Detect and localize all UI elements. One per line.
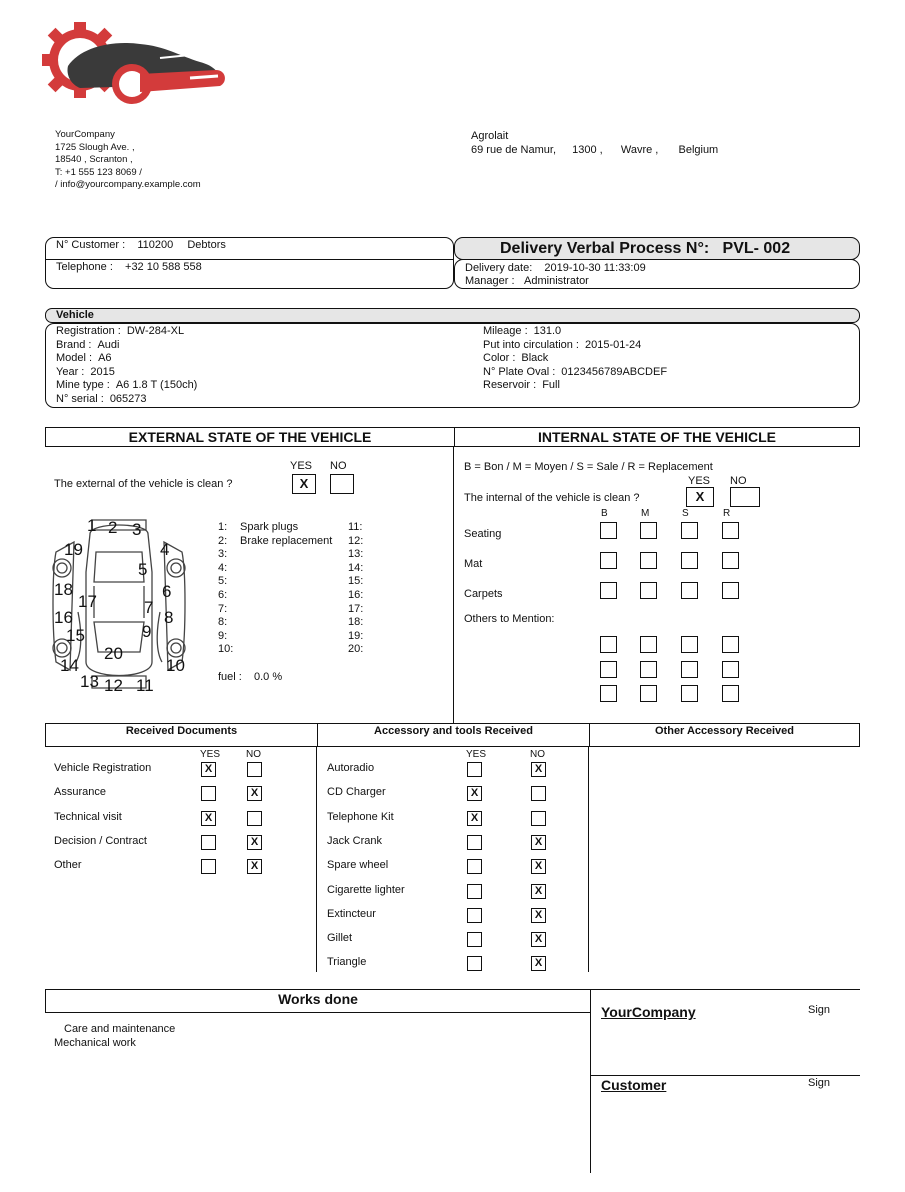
external-item-number: 18: bbox=[348, 616, 364, 629]
internal-row-label: Carpets bbox=[464, 588, 503, 600]
car-zone-number: 20 bbox=[104, 644, 123, 663]
internal-legend: B = Bon / M = Moyen / S = Sale / R = Replacement bbox=[464, 461, 713, 473]
document-no-checkbox[interactable] bbox=[247, 762, 262, 777]
company-address bbox=[55, 129, 201, 192]
internal-condition-checkbox[interactable] bbox=[722, 552, 739, 569]
accessory-no-checkbox[interactable] bbox=[531, 786, 546, 801]
internal-condition-checkbox[interactable] bbox=[600, 522, 617, 539]
accessory-label: Cigarette lighter bbox=[327, 883, 405, 896]
company-sign-label: YourCompany bbox=[601, 1004, 696, 1020]
other-condition-checkbox[interactable] bbox=[640, 661, 657, 678]
external-item: 4: bbox=[218, 561, 228, 574]
external-item: 10: bbox=[218, 643, 234, 656]
other-condition-checkbox[interactable] bbox=[722, 685, 739, 702]
external-clean-question: The external of the vehicle is clean ? bbox=[54, 478, 233, 490]
external-title: EXTERNAL STATE OF THE VEHICLE bbox=[128, 429, 372, 445]
company-email: / info@yourcompany.example.com bbox=[55, 179, 201, 190]
other-condition-checkbox[interactable] bbox=[600, 636, 617, 653]
accessory-yes-checkbox[interactable] bbox=[467, 956, 482, 971]
internal-condition-checkbox[interactable] bbox=[640, 552, 657, 569]
client-address: Agrolait 69 rue de Namur, 1300 , Wavre , Belgium bbox=[471, 130, 719, 156]
accessory-label: CD Charger bbox=[327, 786, 386, 799]
document-no-checkbox[interactable] bbox=[247, 811, 262, 826]
internal-yes-label: YES bbox=[688, 475, 711, 487]
other-accessory-title: Other Accessory Received bbox=[655, 725, 794, 737]
client-street: 69 rue de Namur bbox=[471, 144, 553, 156]
vehicle-field-value: 0123456789ABCDEF bbox=[561, 365, 668, 378]
internal-no-label: NO bbox=[730, 475, 747, 487]
internal-condition-checkbox[interactable] bbox=[600, 552, 617, 569]
car-zone-number: 1 bbox=[87, 516, 97, 535]
vehicle-field-value: 2015-01-24 bbox=[585, 338, 642, 351]
other-condition-checkbox[interactable] bbox=[600, 661, 617, 678]
company-name: YourCompany bbox=[55, 129, 115, 140]
accessory-label: Spare wheel bbox=[327, 859, 389, 872]
customer-sign-label: Customer bbox=[601, 1077, 667, 1093]
client-name: Agrolait bbox=[471, 130, 509, 142]
fuel-row: fuel : 0.0 % bbox=[218, 671, 283, 683]
vehicle-field-value: Black bbox=[521, 352, 549, 365]
other-condition-checkbox[interactable] bbox=[681, 661, 698, 678]
external-yes-label: YES bbox=[290, 460, 313, 472]
accessories-title: Accessory and tools Received bbox=[374, 725, 533, 737]
document-label: Other bbox=[54, 859, 82, 872]
company-address-line1: 1725 Slough Ave. , bbox=[55, 141, 135, 153]
vehicle-field: Color : Black bbox=[483, 352, 549, 365]
other-condition-checkbox[interactable] bbox=[722, 636, 739, 653]
accessory-yes-checkbox[interactable] bbox=[467, 835, 482, 850]
accessory-yes-checkbox[interactable] bbox=[467, 908, 482, 923]
other-condition-checkbox[interactable] bbox=[681, 636, 698, 653]
customer-number: 110200 bbox=[137, 239, 174, 251]
company-phone: T: +1 555 123 8069 / bbox=[55, 166, 142, 178]
accessory-no-checkbox[interactable]: X bbox=[531, 908, 546, 923]
vehicle-title-bar bbox=[45, 308, 860, 323]
car-zone-number: 4 bbox=[160, 540, 170, 559]
client-city: Wavre bbox=[620, 144, 653, 156]
internal-row-label: Seating bbox=[464, 528, 502, 540]
external-item-number: 15: bbox=[348, 575, 364, 588]
delivery-date-row: Delivery date: 2019-10-30 11:33:09 bbox=[465, 262, 646, 274]
vehicle-field: Brand : Audi bbox=[56, 338, 120, 351]
car-zone-number: 12 bbox=[104, 676, 123, 695]
external-item: 7: bbox=[218, 602, 228, 615]
accessory-yes-checkbox[interactable]: X bbox=[467, 786, 482, 801]
car-zone-number: 17 bbox=[78, 592, 97, 611]
internal-clean-question: The internal of the vehicle is clean ? bbox=[464, 492, 640, 504]
document-label: Assurance bbox=[54, 786, 106, 799]
document-yes-checkbox[interactable]: X bbox=[201, 762, 216, 777]
external-clean-no-checkbox[interactable] bbox=[330, 474, 354, 494]
car-zone-number: 16 bbox=[54, 608, 73, 627]
document-label: Decision / Contract bbox=[54, 834, 147, 847]
other-condition-checkbox[interactable] bbox=[640, 685, 657, 702]
accessory-yes-checkbox[interactable] bbox=[467, 762, 482, 777]
vehicle-field: Mileage : 131.0 bbox=[483, 325, 562, 337]
vehicle-field-value: Audi bbox=[97, 338, 120, 351]
external-item-number: 19: bbox=[348, 629, 364, 642]
car-zone-number: 14 bbox=[60, 656, 79, 675]
client-country: Belgium bbox=[678, 144, 719, 156]
vehicle-field-value: DW-284-XL bbox=[126, 325, 185, 337]
vehicle-field: Put into circulation : 2015-01-24 bbox=[483, 338, 642, 351]
accessory-label: Gillet bbox=[327, 932, 353, 945]
accessory-no-checkbox[interactable]: X bbox=[531, 956, 546, 971]
accessory-no-checkbox[interactable]: X bbox=[531, 932, 546, 947]
external-item-number: 14: bbox=[348, 561, 364, 574]
other-condition-checkbox[interactable] bbox=[722, 661, 739, 678]
vehicle-field: Mine type : A6 1.8 T (150ch) bbox=[56, 379, 198, 392]
accessory-no-checkbox[interactable]: X bbox=[531, 762, 546, 777]
vehicle-field-value: 2015 bbox=[90, 365, 115, 378]
documents-yes-label: YES bbox=[200, 749, 221, 760]
client-zip: 1300 bbox=[572, 144, 597, 156]
internal-condition-checkbox[interactable] bbox=[722, 522, 739, 539]
vehicle-field: Registration : DW-284-XL bbox=[56, 325, 185, 337]
vehicle-field-value: 131.0 bbox=[533, 325, 562, 337]
document-yes-checkbox[interactable]: X bbox=[201, 811, 216, 826]
manager-row: Manager : Administrator bbox=[465, 275, 589, 287]
external-item-number: 20: bbox=[348, 643, 364, 656]
external-item-text: Spark plugs bbox=[240, 521, 299, 533]
other-condition-checkbox[interactable] bbox=[681, 685, 698, 702]
internal-condition-checkbox[interactable] bbox=[640, 582, 657, 599]
accessory-no-checkbox[interactable] bbox=[531, 811, 546, 826]
external-item-number: 11: bbox=[348, 521, 363, 533]
external-item: 6: bbox=[218, 588, 228, 601]
vehicle-field-value: A6 bbox=[98, 352, 112, 365]
signature-divider bbox=[590, 989, 591, 1173]
accessory-no-checkbox[interactable]: X bbox=[531, 835, 546, 850]
internal-condition-checkbox[interactable] bbox=[681, 522, 698, 539]
accessories-no-label: NO bbox=[530, 749, 545, 760]
car-zone-number: 2 bbox=[108, 518, 118, 537]
document-no-checkbox[interactable]: X bbox=[247, 786, 262, 801]
works-line-1: Care and maintenance bbox=[64, 1023, 176, 1035]
vehicle-title: Vehicle bbox=[56, 309, 94, 321]
vehicle-field-value: A6 1.8 T (150ch) bbox=[115, 379, 198, 392]
other-condition-checkbox[interactable] bbox=[600, 685, 617, 702]
external-no-label: NO bbox=[330, 460, 347, 472]
external-items-left bbox=[218, 521, 332, 657]
document-yes-checkbox[interactable] bbox=[201, 859, 216, 874]
others-to-mention-label: Others to Mention: bbox=[464, 613, 555, 625]
external-item: 5: bbox=[218, 575, 228, 588]
internal-condition-checkbox[interactable] bbox=[640, 522, 657, 539]
accessory-label: Telephone Kit bbox=[327, 810, 394, 823]
document-label: Technical visit bbox=[54, 810, 122, 823]
car-zone-number: 3 bbox=[132, 520, 142, 539]
internal-condition-checkbox[interactable] bbox=[600, 582, 617, 599]
accessory-yes-checkbox[interactable] bbox=[467, 932, 482, 947]
documents-title: Received Documents bbox=[125, 725, 238, 737]
company-logo bbox=[40, 18, 230, 110]
accessory-no-checkbox[interactable]: X bbox=[531, 884, 546, 899]
car-zone-number: 10 bbox=[166, 656, 185, 675]
internal-column-label: M bbox=[641, 508, 650, 519]
documents-no-label: NO bbox=[246, 749, 261, 760]
works-title: Works done bbox=[278, 991, 358, 1007]
accessory-label: Triangle bbox=[327, 956, 367, 969]
car-zone-number: 7 bbox=[144, 598, 154, 617]
accessory-label: Jack Crank bbox=[327, 834, 383, 847]
external-clean-yes-checkbox[interactable]: X bbox=[292, 474, 316, 494]
car-zone-number: 9 bbox=[142, 622, 152, 641]
other-condition-checkbox[interactable] bbox=[640, 636, 657, 653]
internal-clean-no-checkbox[interactable] bbox=[730, 487, 760, 507]
process-title: Delivery Verbal Process N°: PVL- 002 bbox=[500, 240, 791, 257]
external-item-number: 12: bbox=[348, 534, 364, 547]
internal-condition-checkbox[interactable] bbox=[722, 582, 739, 599]
company-address-line2: 18540 , Scranton , bbox=[55, 154, 133, 165]
document-no-checkbox[interactable]: X bbox=[247, 835, 262, 850]
external-item-text: Brake replacement bbox=[240, 534, 333, 547]
customer-sign-field[interactable]: Sign bbox=[808, 1077, 831, 1089]
car-zone-number: 8 bbox=[164, 608, 174, 627]
customer-number-row: N° Customer : 110200 Debtors bbox=[56, 239, 226, 251]
external-item-number: 16: bbox=[348, 588, 364, 601]
accessories-yes-label: YES bbox=[466, 749, 487, 760]
vehicle-field: Reservoir : Full bbox=[483, 379, 560, 392]
vehicle-field: N° serial : 065273 bbox=[56, 392, 147, 405]
customer-type: Debtors bbox=[187, 239, 226, 251]
external-item: 8: bbox=[218, 616, 228, 629]
external-item: 3: bbox=[218, 548, 228, 561]
accessory-no-checkbox[interactable]: X bbox=[531, 859, 546, 874]
external-item-number: 13: bbox=[348, 548, 364, 561]
vehicle-field-value: 065273 bbox=[109, 392, 147, 405]
car-zone-number: 6 bbox=[162, 582, 172, 601]
accessory-yes-checkbox[interactable] bbox=[467, 859, 482, 874]
vehicle-field: N° Plate Oval : 0123456789ABCDEF bbox=[483, 365, 668, 378]
works-line-2: Mechanical work bbox=[54, 1037, 136, 1049]
document-label: Vehicle Registration bbox=[54, 762, 152, 774]
car-zone-number: 19 bbox=[64, 540, 83, 559]
delivery-date: 2019-10-30 11:33:09 bbox=[544, 262, 646, 274]
car-zone-number: 11 bbox=[136, 676, 154, 695]
telephone-row: Telephone : +32 10 588 558 bbox=[56, 261, 202, 273]
internal-condition-checkbox[interactable] bbox=[681, 552, 698, 569]
car-zone-number: 13 bbox=[80, 672, 99, 691]
accessory-yes-checkbox[interactable]: X bbox=[467, 811, 482, 826]
document-no-checkbox[interactable]: X bbox=[247, 859, 262, 874]
vehicle-field-value: Full bbox=[542, 379, 560, 392]
manager-name: Administrator bbox=[524, 275, 589, 287]
car-zone-number: 15 bbox=[66, 626, 85, 645]
internal-condition-checkbox[interactable] bbox=[681, 582, 698, 599]
internal-title: INTERNAL STATE OF THE VEHICLE bbox=[537, 429, 776, 445]
accessory-label: Autoradio bbox=[327, 762, 375, 774]
internal-clean-yes-checkbox[interactable]: X bbox=[686, 487, 714, 507]
telephone-value: +32 10 588 558 bbox=[125, 261, 202, 273]
vehicle-left-column bbox=[56, 325, 197, 407]
document-yes-checkbox[interactable] bbox=[201, 835, 216, 850]
vehicle-field: Year : 2015 bbox=[56, 365, 115, 378]
vehicle-right-column bbox=[483, 325, 667, 393]
car-zone-number: 5 bbox=[138, 560, 148, 579]
internal-row-label: Mat bbox=[464, 558, 483, 570]
external-item-number: 17: bbox=[348, 602, 364, 615]
external-item: 2: Brake replacement bbox=[218, 534, 333, 547]
vehicle-field: Model : A6 bbox=[56, 352, 112, 365]
accessory-label: Extincteur bbox=[327, 907, 376, 920]
internal-column-label: S bbox=[682, 508, 689, 519]
company-sign-field[interactable]: Sign bbox=[808, 1004, 831, 1016]
document-yes-checkbox[interactable] bbox=[201, 786, 216, 801]
external-item: 9: bbox=[218, 629, 228, 642]
external-items-right bbox=[348, 521, 363, 657]
car-zone-number: 18 bbox=[54, 580, 73, 599]
internal-column-label: B bbox=[601, 508, 608, 519]
external-item: 1: Spark plugs bbox=[218, 521, 299, 533]
accessory-yes-checkbox[interactable] bbox=[467, 884, 482, 899]
fuel-value: 0.0 % bbox=[253, 671, 283, 683]
internal-column-label: R bbox=[723, 508, 731, 519]
